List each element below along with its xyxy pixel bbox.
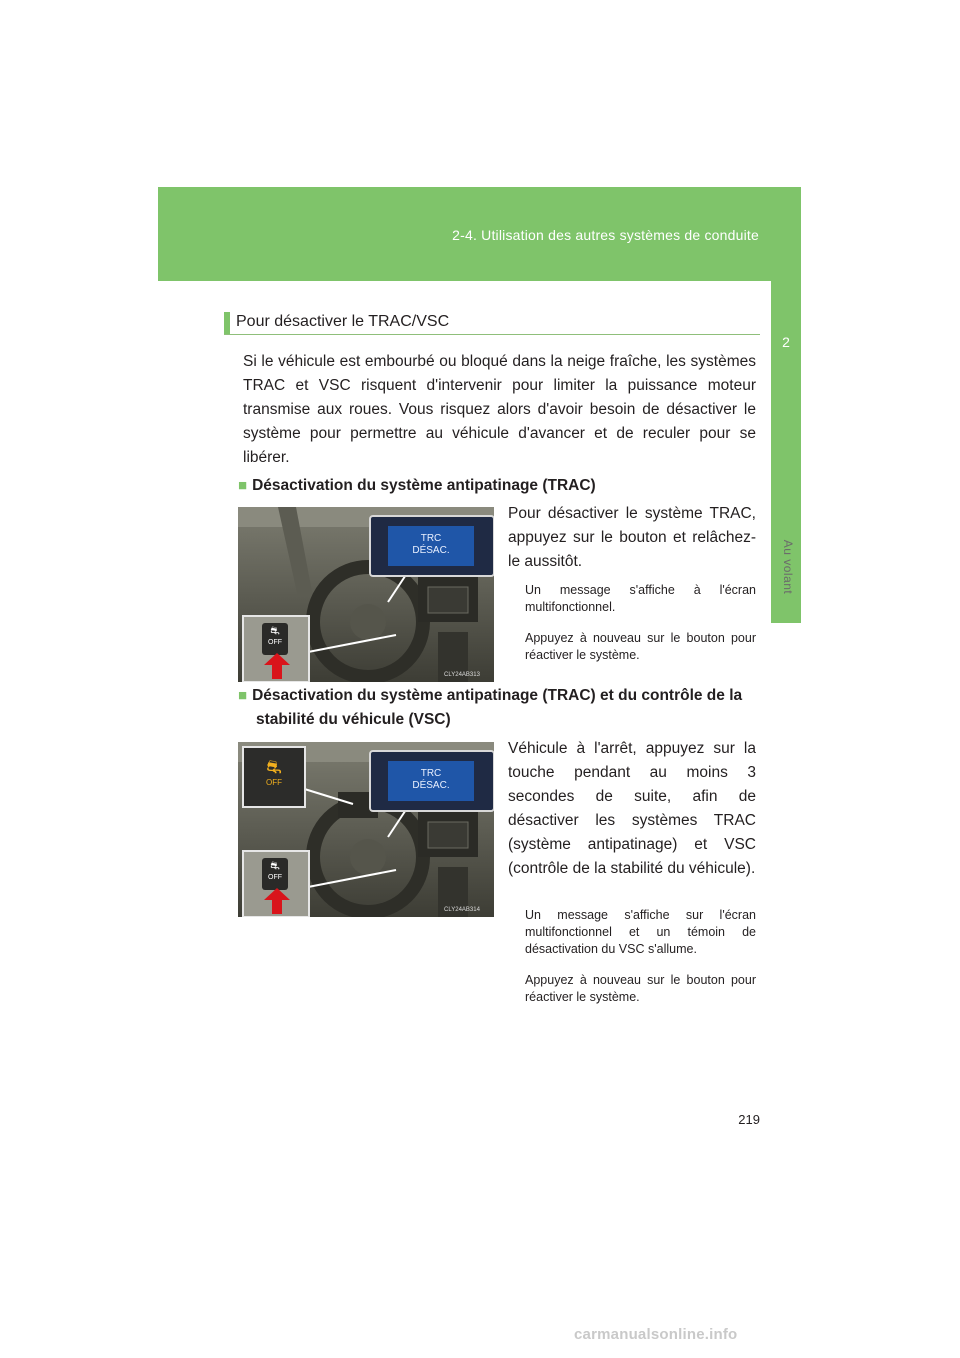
image-code: CLY24AB313 (444, 672, 480, 678)
button-closeup (242, 850, 310, 917)
square-bullet-icon: ■ (238, 477, 248, 494)
vsc-body: Véhicule à l'arrêt, appuyez sur la touche pendant au moins 3 secondes de suite, afin de désactiver les systèmes TRAC (système antipatinage) et VSC (contrôle de la stabilité du véhicule). (508, 740, 756, 877)
chapter-number: 2 (782, 334, 790, 350)
vsc-subheading-line-2: stabilité du véhicule (VSC) (256, 711, 451, 728)
vsc-off-button[interactable] (262, 623, 288, 655)
trac-note-2: Appuyez à nouveau sur le bouton pour réactiver le système. (525, 631, 756, 662)
vsc-note-1: Un message s'affiche sur l'écran multifonctionnel et un témoin de désactivation du VSC s'allume. (525, 908, 756, 956)
display-screen (388, 761, 474, 801)
display-line-1: TRC (420, 768, 442, 779)
skid-car-icon: ⛐ (270, 860, 280, 872)
dashboard-photo-vsc (238, 742, 494, 917)
vsc-subheading (238, 684, 758, 732)
section-title: 2-4. Utilisation des autres systèmes de conduite (452, 227, 759, 243)
indicator-closeup (242, 746, 306, 808)
chapter-label: Au volant (781, 539, 795, 595)
vsc-subheading-line-1: Désactivation du système antipatinage (TRAC) et du contrôle de la (252, 687, 743, 704)
watermark[interactable]: carmanualsonline.info (574, 1326, 738, 1343)
heading-bar (224, 312, 230, 334)
vsc-off-indicator (258, 756, 290, 796)
dashboard-photo-trac (238, 507, 494, 682)
multifunction-display (369, 515, 494, 577)
header-band (158, 187, 801, 281)
image-code: CLY24AB314 (444, 907, 480, 913)
multifunction-display (369, 750, 494, 812)
square-bullet-icon: ■ (238, 687, 248, 704)
trac-subheading-text: Désactivation du système antipatinage (TRAC) (252, 477, 596, 494)
chapter-label-wrap (777, 512, 799, 622)
display-line-1: TRC (420, 533, 442, 544)
trac-subheading (238, 474, 758, 498)
red-arrow-icon (264, 653, 290, 679)
display-line-2: DÉSAC. (412, 780, 450, 791)
trac-body: Pour désactiver le système TRAC, appuyez sur le bouton et relâchez-le aussitôt. (508, 505, 756, 570)
button-off-label: OFF (268, 874, 282, 881)
section-heading (224, 312, 760, 335)
trac-note-1: Un message s'affiche à l'écran multifonctionnel. (525, 583, 756, 614)
skid-car-indicator-icon: ⛐ (266, 757, 282, 777)
intro-paragraph: Si le véhicule est embourbé ou bloqué dans la neige fraîche, les systèmes TRAC et VSC risquent d'intervenir pour limiter la puissance moteur transmise aux roues. Vous risquez alors d'avoir besoin de désactiver le système pour permettre au véhicule d'avancer et de reculer pour se libérer. (243, 353, 756, 466)
vsc-note-2: Appuyez à nouveau sur le bouton pour réactiver le système. (525, 973, 756, 1004)
button-closeup (242, 615, 310, 682)
vsc-off-button[interactable] (262, 858, 288, 890)
button-off-label: OFF (268, 639, 282, 646)
page-number: 219 (738, 1112, 760, 1127)
display-line-2: DÉSAC. (412, 545, 450, 556)
section-heading-text: Pour désactiver le TRAC/VSC (236, 313, 450, 330)
red-arrow-icon (264, 888, 290, 914)
display-screen (388, 526, 474, 566)
skid-car-icon: ⛐ (270, 625, 280, 637)
indicator-off-label: OFF (266, 778, 282, 787)
